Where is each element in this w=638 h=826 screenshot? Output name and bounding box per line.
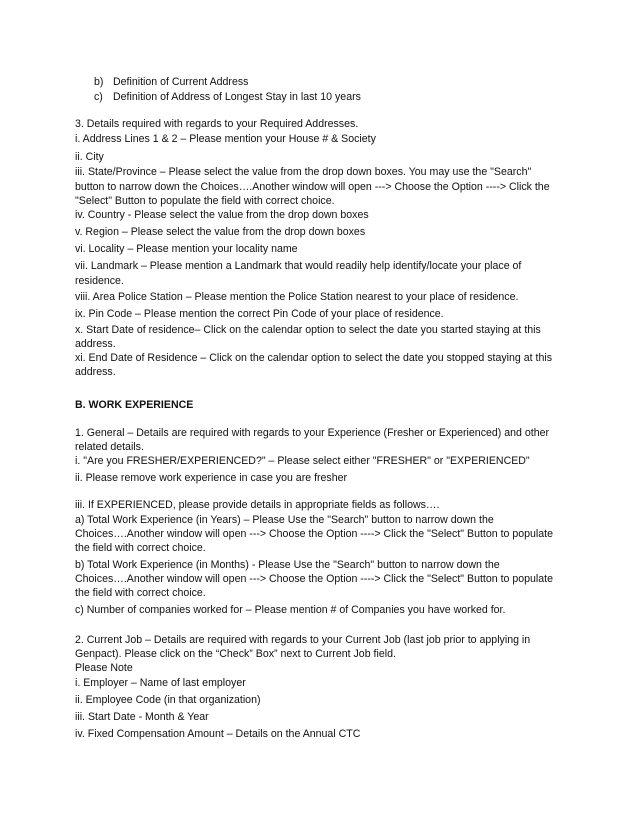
paragraph-line: "Select" Button to populate the field with correct choice. <box>75 195 335 207</box>
paragraph-line: Genpact). Please click on the “Check” Box” next to Current Job field. <box>75 648 396 660</box>
paragraph-line: ix. Pin Code – Please mention the correct Pin Code of your place of residence. <box>75 308 444 320</box>
list-item: Definition of Address of Longest Stay in last 10 years <box>113 91 361 103</box>
paragraph-line: vi. Locality – Please mention your locality name <box>75 243 298 255</box>
paragraph-line: iv. Country - Please select the value from the drop down boxes <box>75 209 369 221</box>
paragraph-line: related details. <box>75 441 144 453</box>
section-heading: B. WORK EXPERIENCE <box>75 399 194 411</box>
paragraph-line: c) Number of companies worked for – Please mention # of Companies you have worked for. <box>75 604 506 616</box>
paragraph-line: ii. Please remove work experience in case you are fresher <box>75 472 348 484</box>
list-marker: b) <box>94 76 104 88</box>
paragraph-line: iii. Start Date - Month & Year <box>75 711 209 723</box>
paragraph-line: x. Start Date of residence– Click on the calendar option to select the date you started staying at this <box>75 324 541 336</box>
paragraph-line: address. <box>75 366 116 378</box>
paragraph-line: a) Total Work Experience (in Years) – Please Use the "Search" button to narrow down the <box>75 514 494 526</box>
paragraph-line: viii. Area Police Station – Please mention the Police Station nearest to your place of residence. <box>75 291 519 303</box>
paragraph-line: v. Region – Please select the value from the drop down boxes <box>75 226 366 238</box>
list-marker: c) <box>94 91 103 103</box>
paragraph-line: i. Employer – Name of last employer <box>75 677 246 689</box>
paragraph-line: i. Address Lines 1 & 2 – Please mention your House # & Society <box>75 133 376 145</box>
paragraph-line: iii. State/Province – Please select the value from the drop down boxes. You may use the "Search" <box>75 166 532 178</box>
paragraph-line: ii. City <box>75 151 104 163</box>
paragraph-line: residence. <box>75 275 124 287</box>
paragraph-line: the field with correct choice. <box>75 542 206 554</box>
paragraph-line: the field with correct choice. <box>75 587 206 599</box>
paragraph-line: Choices….Another window will open ---> Choose the Option ----> Click the "Select" Button to populate <box>75 528 554 540</box>
paragraph-line: address. <box>75 338 116 350</box>
paragraph-line: ii. Employee Code (in that organization) <box>75 694 261 706</box>
paragraph-line: vii. Landmark – Please mention a Landmark that would readily help identify/locate your place of <box>75 260 522 272</box>
paragraph-line: xi. End Date of Residence – Click on the calendar option to select the date you stopped staying at this <box>75 352 553 364</box>
paragraph-line: 3. Details required with regards to your Required Addresses. <box>75 118 359 130</box>
paragraph-line: iv. Fixed Compensation Amount – Details on the Annual CTC <box>75 728 361 740</box>
list-item: Definition of Current Address <box>113 76 249 88</box>
paragraph-line: Please Note <box>75 662 133 674</box>
paragraph-line: 1. General – Details are required with regards to your Experience (Fresher or Experienced) and other <box>75 427 550 439</box>
paragraph-line: iii. If EXPERIENCED, please provide details in appropriate fields as follows…. <box>75 499 440 511</box>
paragraph-line: button to narrow down the Choices….Another window will open ---> Choose the Option ----> Click the <box>75 181 550 193</box>
paragraph-line: Choices….Another window will open ---> Choose the Option ----> Click the "Select" Button to populate <box>75 573 554 585</box>
paragraph-line: 2. Current Job – Details are required with regards to your Current Job (last job prior to applying in <box>75 634 531 646</box>
paragraph-line: b) Total Work Experience (in Months) - Please Use the "Search" button to narrow down the <box>75 559 500 571</box>
paragraph-line: i. "Are you FRESHER/EXPERIENCED?" – Please select either "FRESHER" or "EXPERIENCED" <box>75 455 530 467</box>
